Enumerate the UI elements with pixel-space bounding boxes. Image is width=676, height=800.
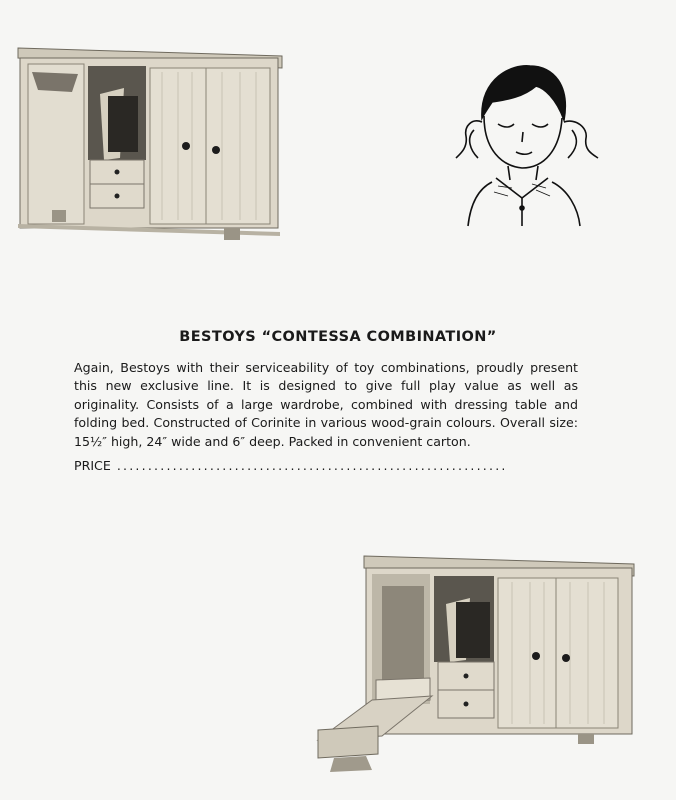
price-line [74, 458, 578, 473]
wardrobe-closed-photo [12, 38, 288, 243]
product-title: BESTOYS “CONTESSA COMBINATION” [179, 329, 497, 345]
girl-illustration [452, 58, 602, 230]
product-description: Again, Bestoys with their serviceability of toy combinations, proudly present this new exclusive line. It is designed to give full play value as well as originality. Consists of a large wardrobe, combined with dressing table and folding bed. Constructed of Corinite in various wood-grain colours. Overall size: 15½″ high, 24″ wide and 6″ deep. Packed in convenient carton. [74, 360, 578, 449]
wardrobe-open-bed-photo [312, 550, 642, 780]
price-label: PRICE [74, 458, 111, 473]
price-leader-dots: ............................................................... [116, 458, 508, 473]
